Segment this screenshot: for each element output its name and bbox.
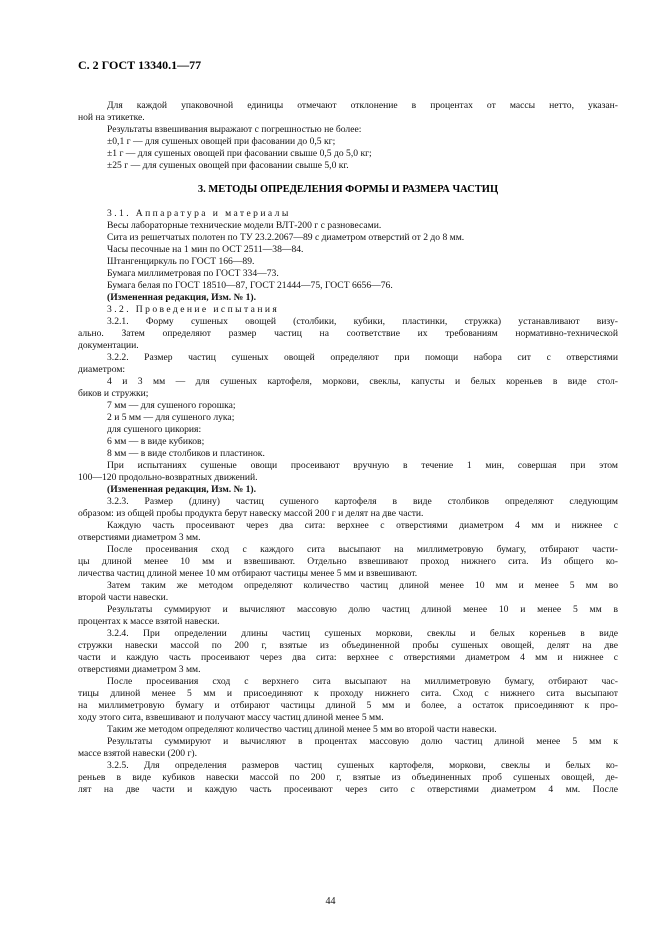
text-line: Штангенциркуль по ГОСТ 166—89. — [107, 256, 255, 267]
text-line: 3.2.4. При определении длины частиц сушеных моркови, свеклы и белых кореньев в виде — [107, 628, 618, 639]
text-line: ной на этикетке. — [78, 112, 145, 123]
text-line: Результаты суммируют и вычисляют массовую долю частиц длиной менее 10 и менее 5 мм в — [107, 604, 618, 615]
text-line: 6 мм — в виде кубиков; — [107, 436, 205, 447]
text-line: на миллиметровую бумагу и отбирают частицы длиной 5 мм и более, а остаток присоединяют к про- — [78, 700, 618, 711]
text-line: 3.2.1. Форму сушеных овощей (столбики, кубики, пластинки, стружка) устанавливают визу- — [107, 316, 618, 327]
text-line: ±0,1 г — для сушеных овощей при фасовании до 0,5 кг; — [107, 136, 336, 147]
text-line: ±1 г — для сушеных овощей при фасовании свыше 0,5 до 5,0 кг; — [107, 148, 372, 159]
text-line: документации. — [78, 340, 139, 351]
text-line: 7 мм — для сушеного горошка; — [107, 400, 236, 411]
text-line: лят на две части и каждую часть просеивают через сито с отверстиями диаметром 4 мм. После — [78, 784, 618, 795]
text-line: Каждую часть просеивают через два сита: верхнее с отверстиями диаметром 4 мм и нижнее с — [107, 520, 618, 531]
text-line: диаметром: — [78, 364, 126, 375]
text-line: Результаты взвешивания выражают с погрешностью не более: — [107, 124, 362, 135]
text-line: ально. Затем определяют размер частиц на соответствие их требованиям нормативно-технической — [78, 328, 618, 339]
text-line: биков и стружки; — [78, 388, 149, 399]
text-line: После просеивания сход с каждого сита высыпают на миллиметровую бумагу, отбирают части- — [107, 544, 618, 555]
text-line: 4 и 3 мм — для сушеных картофеля, моркови, свеклы, капусты и белых кореньев в виде стол- — [107, 376, 618, 387]
text-line: ±25 г — для сушеных овощей при фасовании свыше 5,0 кг. — [107, 160, 349, 171]
text-line: цы длиной менее 10 мм и взвешивают. Отдельно взвешивают проход нижнего сита. Из общего ко- — [78, 556, 618, 567]
text-line: процентах к массе взятой навески. — [78, 616, 220, 627]
text-line: 8 мм — в виде столбиков и пластинок. — [107, 448, 265, 459]
text-line: 3.2.2. Размер частиц сушеных овощей определяют при помощи набора сит с отверстиями — [107, 352, 618, 363]
text-line: отверстиями диаметром 3 мм. — [78, 532, 201, 543]
text-line: Затем таким же методом определяют количество частиц длиной менее 10 мм и менее 5 мм во — [107, 580, 618, 591]
amendment-note: (Измененная редакция, Изм. № 1). — [107, 484, 257, 495]
text-line: личества частиц длиной менее 10 мм отбирают частицы менее 5 мм и взвешивают. — [78, 568, 418, 579]
text-line: тицы длиной менее 5 мм и присоединяют к проходу нижнего сита. Сход с нижнего сита высыпают — [78, 688, 618, 699]
text-line: При испытаниях сушеные овощи просеивают вручную в течение 1 мин, совершая при этом — [107, 460, 618, 471]
subsection-heading: 3.2. Проведение испытания — [107, 304, 280, 315]
text-line: Бумага белая по ГОСТ 18510—87, ГОСТ 21444—75, ГОСТ 6656—76. — [107, 280, 393, 291]
page-header: С. 2 ГОСТ 13340.1—77 — [78, 58, 202, 72]
text-line: отверстиями диаметром 3 мм. — [78, 664, 201, 675]
page-number: 44 — [325, 896, 336, 907]
text-line: Бумага миллиметровая по ГОСТ 334—73. — [107, 268, 279, 279]
text-line: Таким же методом определяют количество частиц длиной менее 5 мм во второй части навески. — [107, 724, 497, 735]
text-line: второй части навески. — [78, 592, 169, 603]
text-line: Результаты суммируют и вычисляют в процентах массовую долю частиц длиной менее 5 мм к — [107, 736, 618, 747]
text-line: для сушеного цикория: — [107, 424, 202, 435]
text-line: ходу этого сита, взвешивают и получают массу частиц длиной менее 5 мм. — [78, 712, 384, 723]
text-line: 2 и 5 мм — для сушеного лука; — [107, 412, 235, 423]
text-line: 100—120 продольно-возвратных движений. — [78, 472, 258, 483]
text-line: Часы песочные на 1 мин по ОСТ 2511—38—84. — [107, 244, 304, 255]
text-line: стружки навески массой по 200 г, взятые из объединенной пробы сушеных овощей, делят на две — [78, 640, 618, 651]
text-line: реньев в виде кубиков навески массой по 200 г, взятые из объединенных проб сушеных овощей, де- — [78, 772, 618, 783]
amendment-note: (Измененная редакция, Изм. № 1). — [107, 292, 257, 303]
text-line: образом: из общей пробы продукта берут навеску массой 200 г и делят на две части. — [78, 508, 424, 519]
section-title: 3. МЕТОДЫ ОПРЕДЕЛЕНИЯ ФОРМЫ И РАЗМЕРА ЧАСТИЦ — [197, 184, 499, 195]
text-line: Для каждой упаковочной единицы отмечают отклонение в процентах от массы нетто, указан- — [107, 100, 618, 111]
text-line: Весы лабораторные технические модели ВЛТ-200 г с разновесами. — [107, 220, 382, 231]
text-line: части и каждую часть просеивают через два сита: верхнее с отверстиями диаметром 4 мм и нижнее с — [78, 652, 618, 663]
text-line: массе взятой навески (200 г). — [78, 748, 198, 759]
text-line: 3.2.3. Размер (длину) частиц сушеного картофеля в виде столбиков определяют следующим — [107, 496, 618, 507]
text-line: 3.2.5. Для определения размеров частиц сушеных картофеля, моркови, свеклы и белых ко- — [107, 760, 618, 771]
subsection-heading: 3.1. Аппаратура и материалы — [107, 208, 291, 219]
text-line: После просеивания сход с верхнего сита высыпают на миллиметровую бумагу, отбирают час- — [107, 676, 618, 687]
text-line: Сита из решетчатых полотен по ТУ 23.2.2067—89 с диаметром отверстий от 2 до 8 мм. — [107, 232, 465, 243]
